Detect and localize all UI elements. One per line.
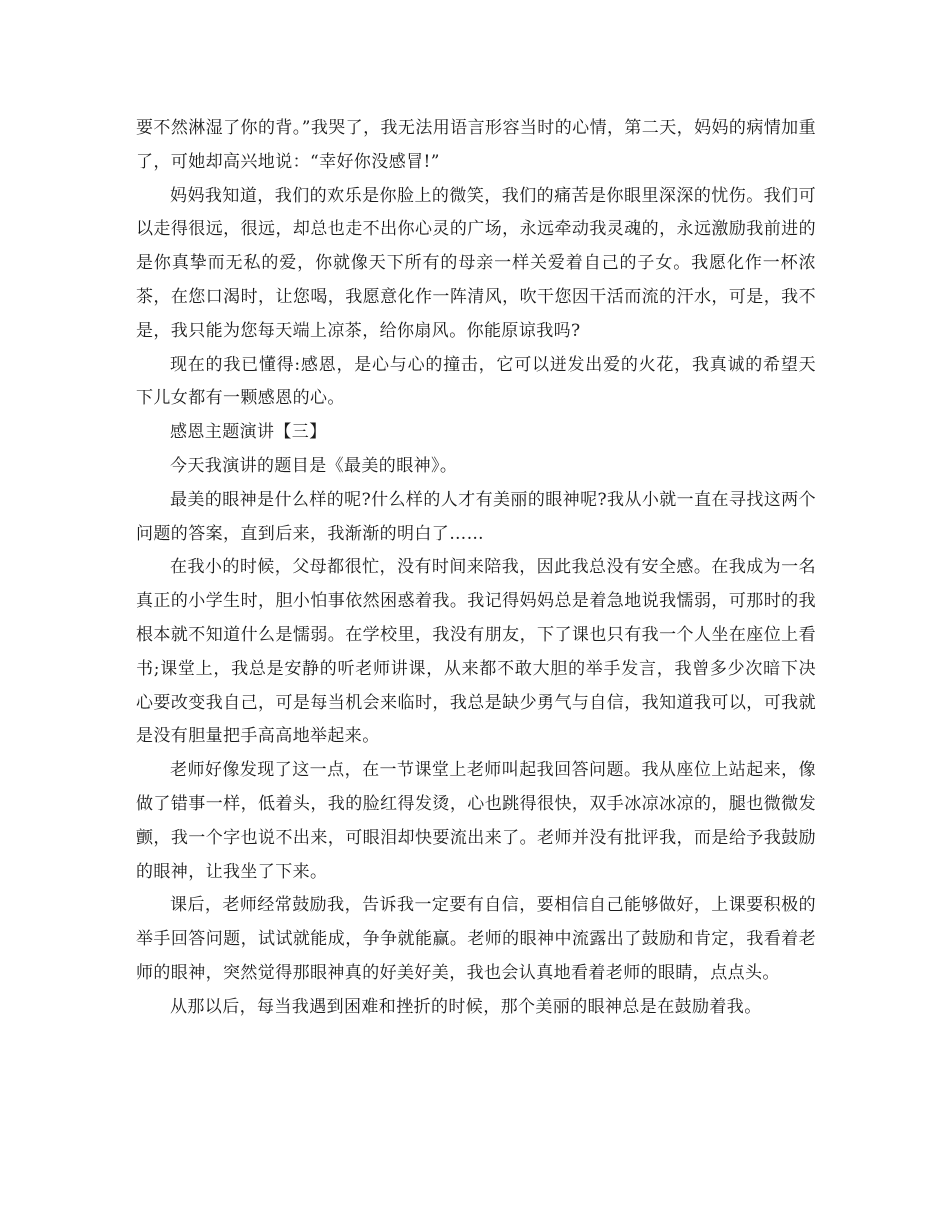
paragraph-teacher-calls: 老师好像发现了这一点，在一节课堂上老师叫起我回答问题。我从座位上站起来，像做了错事一样，低着头，我的脸红得发烫，心也跳得很快，双手冰凉冰凉的，腿也微微发颤，我一个字也说不出来，可眼泪却快要流出来了。老师并没有批评我，而是给予我鼓励的眼神，让我坐了下来。 [136, 760, 816, 882]
section-heading: 感恩主题演讲【三】 [170, 422, 327, 443]
document-body [136, 112, 816, 1025]
speech-title-line: 今天我演讲的题目是《最美的眼神》。 [170, 455, 458, 476]
paragraph-gratitude-understanding: 现在的我已懂得:感恩，是心与心的撞击，它可以迸发出爱的火花，我真诚的希望天下儿女都有一颗感恩的心。 [136, 354, 816, 409]
paragraph-childhood: 在我小的时候，父母都很忙，没有时间来陪我，因此我总没有安全感。在我成为一名真正的小学生时，胆小怕事依然困惑着我。我记得妈妈总是着急地说我懦弱，可那时的我根本就不知道什么是懦弱。在学校里，我没有朋友，下了课也只有我一个人坐在座位上看书;课堂上，我总是安静的听老师讲课，从来都不敢大胆的举手发言，我曾多少次暗下决心要改变我自己，可是每当机会来临时，我总是缺少勇气与自信，我知道我可以，可我就是没有胆量把手高高地举起来。 [136, 557, 816, 747]
paragraph-mother-love: 妈妈我知道，我们的欢乐是你脸上的微笑，我们的痛苦是你眼里深深的忧伤。我们可以走得很远，很远，却总也走不出你心灵的广场，永远牵动我灵魂的，永远激励我前进的是你真挚而无私的爱，你就像天下所有的母亲一样关爱着自己的子女。我愿化作一杯浓茶，在您口渴时，让您喝，我愿意化作一阵清风，吹干您因干活而流的汗水，可是，我不是，我只能为您每天端上凉茶，给你扇风。你能原谅我吗? [136, 185, 816, 341]
paragraph-since-then: 从那以后，每当我遇到困难和挫折的时候，那个美丽的眼神总是在鼓励着我。 [170, 996, 762, 1017]
paragraph-question: 最美的眼神是什么样的呢?什么样的人才有美丽的眼神呢?我从小就一直在寻找这两个问题的答案，直到后来，我渐渐的明白了…… [136, 489, 816, 544]
paragraph-after-class: 课后，老师经常鼓励我，告诉我一定要有自信，要相信自己能够做好，上课要积极的举手回答问题，试试就能成，争争就能赢。老师的眼神中流露出了鼓励和肯定，我看着老师的眼神，突然觉得那眼神真的好美好美，我也会认真地看着老师的眼睛，点点头。 [136, 895, 816, 983]
paragraph-continuation: 要不然淋湿了你的背。”我哭了，我无法用语言形容当时的心情，第二天，妈妈的病情加重了，可她却高兴地说：“幸好你没感冒!” [136, 118, 816, 172]
